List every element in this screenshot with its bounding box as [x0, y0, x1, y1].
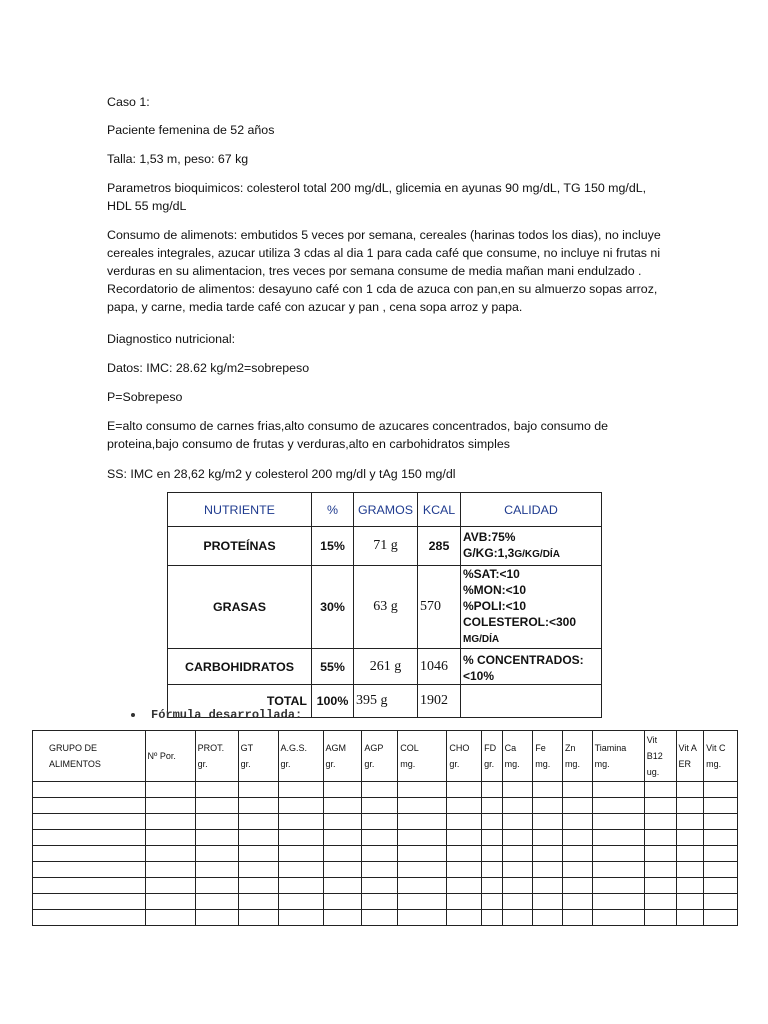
- table-cell: [145, 894, 195, 910]
- nutrient-distribution-table: [167, 492, 602, 718]
- quality-line: %SAT:<10: [463, 567, 520, 581]
- food-consumption: Consumo de alimenots: embutidos 5 veces por semana, cereales (harinas todos los dias), no incluye cereales integrales, azucar utiliza 3 cdas al dia 1 para cada café que consume, no incluye ni frutas ni verduras en su alimentacion, tres veces por semana consume de media mañan mani endulzado . Recordatorio de alimentos: desayuno café con 1 cda de azuca con pan,en su almuerzo sopas arroz, papa, y carne, media tarde café con azucar y pan , cena sopa arroz y papa.: [107, 228, 661, 314]
- table-cell: [447, 910, 482, 926]
- header-kcal: KCAL: [418, 493, 461, 527]
- table-cell: [592, 910, 644, 926]
- table-cell: [592, 798, 644, 814]
- table-cell: [278, 910, 323, 926]
- food-table-header-cell: [33, 731, 146, 782]
- table-cell: [502, 910, 533, 926]
- table-cell: [447, 830, 482, 846]
- table-cell: [238, 878, 278, 894]
- anthropometry-line: Talla: 1,53 m, peso: 67 kg: [107, 152, 249, 166]
- header-line: mg.: [706, 759, 722, 769]
- table-cell: [562, 798, 592, 814]
- header-line: gr.: [364, 759, 375, 769]
- table-cell: [362, 878, 398, 894]
- table-cell: [676, 846, 704, 862]
- food-table-header-cell: [362, 731, 398, 782]
- table-cell: [238, 814, 278, 830]
- table-row-proteins: [168, 527, 602, 566]
- table-cell: [676, 830, 704, 846]
- table-cell: [644, 894, 676, 910]
- table-cell: [447, 846, 482, 862]
- nutrient-percent: 30%: [312, 566, 354, 649]
- table-cell: [562, 878, 592, 894]
- table-cell: [482, 814, 502, 830]
- table-cell: [644, 798, 676, 814]
- table-cell: [533, 782, 563, 798]
- header-line: Tiamina: [594, 743, 627, 753]
- table-row: [33, 798, 738, 814]
- table-cell: [533, 798, 563, 814]
- header-line: gr.: [325, 759, 336, 769]
- table-cell: [195, 862, 238, 878]
- table-cell: [447, 878, 482, 894]
- table-cell: [278, 782, 323, 798]
- table-cell: [195, 894, 238, 910]
- header-line: COL: [400, 743, 419, 753]
- header-line: mg.: [594, 759, 610, 769]
- table-cell: [362, 798, 398, 814]
- food-table-header-cell: [195, 731, 238, 782]
- table-cell: [562, 814, 592, 830]
- table-cell: [33, 894, 146, 910]
- table-cell: [195, 910, 238, 926]
- table-cell: [362, 846, 398, 862]
- table-cell: [33, 878, 146, 894]
- header-percent: %: [312, 493, 354, 527]
- header-line: FD: [484, 743, 497, 753]
- table-row: [33, 782, 738, 798]
- table-cell: [33, 846, 146, 862]
- biochemical-parameters: Parametros bioquimicos: colesterol total 200 mg/dL, glicemia en ayunas 90 mg/dL, TG 150 mg/dL, HDL 55 mg/dL: [107, 181, 647, 213]
- table-cell: [676, 798, 704, 814]
- table-cell: [278, 830, 323, 846]
- quality-line: %MON:<10: [463, 583, 527, 597]
- table-cell: [482, 798, 502, 814]
- table-cell: [562, 862, 592, 878]
- table-cell: [676, 878, 704, 894]
- table-cell: [145, 798, 195, 814]
- table-cell: [323, 798, 362, 814]
- table-cell: [398, 862, 447, 878]
- table-cell: [195, 814, 238, 830]
- header-line: A.G.S.: [280, 743, 308, 753]
- table-cell: [278, 878, 323, 894]
- table-row: [33, 862, 738, 878]
- table-cell: [533, 910, 563, 926]
- table-cell: [482, 894, 502, 910]
- table-cell: [644, 878, 676, 894]
- table-cell: [398, 814, 447, 830]
- signs-symptoms-line: SS: IMC en 28,62 kg/m2 y colesterol 200 mg/dl y tAg 150 mg/dl: [107, 467, 456, 481]
- header-calidad: CALIDAD: [461, 493, 602, 527]
- table-cell: [533, 878, 563, 894]
- table-cell: [482, 846, 502, 862]
- table-cell: [447, 894, 482, 910]
- table-cell: [362, 910, 398, 926]
- table-cell: [704, 830, 738, 846]
- header-line: gr.: [197, 759, 208, 769]
- table-cell: [676, 910, 704, 926]
- table-cell: [447, 862, 482, 878]
- header-line: GT: [240, 743, 254, 753]
- nutrient-kcal: 285: [418, 527, 461, 566]
- food-table-header-cell: [323, 731, 362, 782]
- quality-unit: G/KG/DÍA: [514, 549, 560, 560]
- table-cell: [704, 894, 738, 910]
- table-cell: [362, 894, 398, 910]
- table-cell: [447, 798, 482, 814]
- total-grams: 395 g: [354, 685, 418, 718]
- quality-line: AVB:75%: [463, 530, 516, 544]
- quality-line: %POLI:<10: [463, 599, 527, 613]
- table-cell: [323, 862, 362, 878]
- table-cell: [592, 830, 644, 846]
- header-line: B12: [646, 751, 663, 761]
- food-table-header-cell: [562, 731, 592, 782]
- header-line: ER: [678, 759, 692, 769]
- table-cell: [502, 814, 533, 830]
- table-cell: [362, 830, 398, 846]
- table-cell: [238, 782, 278, 798]
- table-cell: [323, 782, 362, 798]
- header-line: PROT.: [197, 743, 225, 753]
- table-cell: [704, 846, 738, 862]
- quality-line: [463, 545, 599, 563]
- bullet-icon: [131, 713, 135, 717]
- problem-line: P=Sobrepeso: [107, 390, 183, 404]
- table-row: [33, 894, 738, 910]
- food-table-header-cell: [644, 731, 676, 782]
- table-cell: [502, 798, 533, 814]
- table-cell: [238, 862, 278, 878]
- nutrient-kcal: 1046: [418, 649, 461, 685]
- table-cell: [704, 798, 738, 814]
- table-cell: [482, 910, 502, 926]
- header-nutriente: NUTRIENTE: [168, 493, 312, 527]
- table-cell: [238, 798, 278, 814]
- food-table-header-cell: [592, 731, 644, 782]
- nutrient-grams: 63 g: [354, 566, 418, 649]
- food-table-header-cell: [145, 731, 195, 782]
- table-cell: [398, 782, 447, 798]
- table-cell: [533, 814, 563, 830]
- header-line: mg.: [535, 759, 551, 769]
- table-cell: [482, 862, 502, 878]
- table-cell: [482, 878, 502, 894]
- table-cell: [704, 910, 738, 926]
- table-cell: [323, 846, 362, 862]
- table-cell: [145, 846, 195, 862]
- nutrient-name: PROTEÍNAS: [168, 527, 312, 566]
- nutrient-quality: % CONCENTRADOS: <10%: [461, 649, 602, 685]
- table-cell: [362, 782, 398, 798]
- table-cell: [676, 894, 704, 910]
- table-cell: [592, 894, 644, 910]
- header-line: CHO: [449, 743, 470, 753]
- table-cell: [447, 782, 482, 798]
- quality-unit: MG/DÍA: [463, 634, 500, 645]
- table-cell: [676, 862, 704, 878]
- table-cell: [145, 782, 195, 798]
- table-row: [33, 878, 738, 894]
- table-cell: [502, 862, 533, 878]
- nutrient-percent: 55%: [312, 649, 354, 685]
- header-line: Zn: [564, 743, 576, 753]
- quality-line: [463, 614, 599, 648]
- food-table-header-cell: [278, 731, 323, 782]
- header-line: Vit C: [706, 743, 726, 753]
- table-cell: [398, 798, 447, 814]
- table-cell: [278, 798, 323, 814]
- header-line: Nº Por.: [147, 751, 176, 761]
- table-cell: [533, 846, 563, 862]
- table-cell: [398, 894, 447, 910]
- patient-line: Paciente femenina de 52 años: [107, 123, 275, 137]
- table-cell: [533, 830, 563, 846]
- formula-label: Fórmula desarrollada:: [151, 708, 303, 722]
- table-cell: [562, 910, 592, 926]
- nutrient-grams: 71 g: [354, 527, 418, 566]
- table-cell: [482, 782, 502, 798]
- table-cell: [562, 846, 592, 862]
- table-cell: [644, 782, 676, 798]
- food-table-header-cell: [502, 731, 533, 782]
- food-table-header-cell: [447, 731, 482, 782]
- header-line: AGM: [325, 743, 347, 753]
- table-cell: [562, 782, 592, 798]
- nutrient-kcal: 570: [418, 566, 461, 649]
- food-table-header-cell: [704, 731, 738, 782]
- food-table-header-cell: [533, 731, 563, 782]
- table-cell: [323, 894, 362, 910]
- header-line: ALIMENTOS: [49, 759, 101, 769]
- table-cell: [195, 798, 238, 814]
- header-line: ug.: [646, 767, 660, 777]
- table-cell: [33, 814, 146, 830]
- header-line: mg.: [564, 759, 580, 769]
- table-cell: [195, 782, 238, 798]
- table-cell: [502, 830, 533, 846]
- case-title: Caso 1:: [107, 95, 150, 109]
- table-row: [33, 830, 738, 846]
- total-kcal: 1902: [418, 685, 461, 718]
- table-cell: [33, 910, 146, 926]
- table-cell: [398, 910, 447, 926]
- table-cell: [592, 878, 644, 894]
- table-cell: [238, 830, 278, 846]
- total-percent: 100%: [312, 685, 354, 718]
- food-table-header-cell: [482, 731, 502, 782]
- table-row-carbs: [168, 649, 602, 685]
- table-cell: [323, 878, 362, 894]
- header-line: Fe: [535, 743, 546, 753]
- nutrient-percent: 15%: [312, 527, 354, 566]
- table-cell: [398, 830, 447, 846]
- header-line: gr.: [280, 759, 291, 769]
- table-cell: [447, 814, 482, 830]
- table-cell: [33, 782, 146, 798]
- table-cell: [676, 782, 704, 798]
- table-cell: [278, 846, 323, 862]
- header-line: gr.: [240, 759, 251, 769]
- nutrient-quality: [461, 527, 602, 566]
- table-cell: [398, 878, 447, 894]
- table-cell: [644, 814, 676, 830]
- table-row: [33, 814, 738, 830]
- table-cell: [33, 862, 146, 878]
- table-cell: [195, 846, 238, 862]
- diagnosis-label: Diagnostico nutricional:: [107, 332, 236, 346]
- quality-value: G/KG:1,3: [463, 546, 515, 560]
- table-cell: [592, 846, 644, 862]
- table-cell: [502, 894, 533, 910]
- food-table-header-cell: [238, 731, 278, 782]
- quality-value: COLESTEROL:<300: [463, 615, 577, 629]
- table-cell: [362, 862, 398, 878]
- table-cell: [592, 782, 644, 798]
- table-cell: [278, 862, 323, 878]
- table-cell: [145, 830, 195, 846]
- nutrient-grams: 261 g: [354, 649, 418, 685]
- formula-bullet: [131, 708, 302, 722]
- table-cell: [704, 878, 738, 894]
- table-cell: [238, 846, 278, 862]
- table-cell: [238, 910, 278, 926]
- data-line: Datos: IMC: 28.62 kg/m2=sobrepeso: [107, 361, 310, 375]
- table-cell: [33, 830, 146, 846]
- food-table-header-row: [33, 731, 738, 782]
- table-cell: [533, 894, 563, 910]
- total-quality: [461, 685, 602, 718]
- table-header-row: [168, 493, 602, 527]
- table-row-fats: [168, 566, 602, 649]
- table-cell: [502, 846, 533, 862]
- table-cell: [362, 814, 398, 830]
- table-cell: [145, 878, 195, 894]
- header-gramos: GRAMOS: [354, 493, 418, 527]
- table-cell: [278, 894, 323, 910]
- table-row: [33, 846, 738, 862]
- table-cell: [33, 798, 146, 814]
- table-cell: [644, 830, 676, 846]
- table-cell: [562, 894, 592, 910]
- table-cell: [592, 814, 644, 830]
- nutrient-name: CARBOHIDRATOS: [168, 649, 312, 685]
- header-line: gr.: [484, 759, 495, 769]
- table-cell: [195, 830, 238, 846]
- table-cell: [592, 862, 644, 878]
- food-table-header-cell: [676, 731, 704, 782]
- header-line: Vit: [646, 735, 658, 745]
- table-cell: [195, 878, 238, 894]
- table-row: [33, 910, 738, 926]
- table-cell: [533, 862, 563, 878]
- etiology-line: E=alto consumo de carnes frias,alto consumo de azucares concentrados, bajo consumo de proteina,bajo consumo de frutas y verduras,alto en carbohidratos simples: [107, 419, 609, 451]
- food-table-header-cell: [398, 731, 447, 782]
- table-cell: [323, 814, 362, 830]
- total-label: TOTAL: [168, 685, 312, 718]
- table-cell: [482, 830, 502, 846]
- table-cell: [398, 846, 447, 862]
- table-cell: [644, 846, 676, 862]
- table-cell: [145, 910, 195, 926]
- food-groups-table: [32, 730, 738, 926]
- header-line: GRUPO DE: [49, 743, 98, 753]
- table-cell: [323, 830, 362, 846]
- table-cell: [644, 910, 676, 926]
- table-cell: [704, 782, 738, 798]
- table-cell: [278, 814, 323, 830]
- header-line: mg.: [504, 759, 520, 769]
- table-cell: [644, 862, 676, 878]
- table-cell: [323, 910, 362, 926]
- table-cell: [562, 830, 592, 846]
- table-cell: [145, 814, 195, 830]
- header-line: mg.: [400, 759, 416, 769]
- table-cell: [502, 782, 533, 798]
- table-cell: [704, 862, 738, 878]
- nutrient-quality: [461, 566, 602, 649]
- header-line: Vit A: [678, 743, 697, 753]
- table-cell: [502, 878, 533, 894]
- header-line: Ca: [504, 743, 517, 753]
- table-cell: [145, 862, 195, 878]
- nutrient-name: GRASAS: [168, 566, 312, 649]
- header-line: AGP: [364, 743, 384, 753]
- table-cell: [704, 814, 738, 830]
- table-cell: [238, 894, 278, 910]
- header-line: gr.: [449, 759, 460, 769]
- table-cell: [676, 814, 704, 830]
